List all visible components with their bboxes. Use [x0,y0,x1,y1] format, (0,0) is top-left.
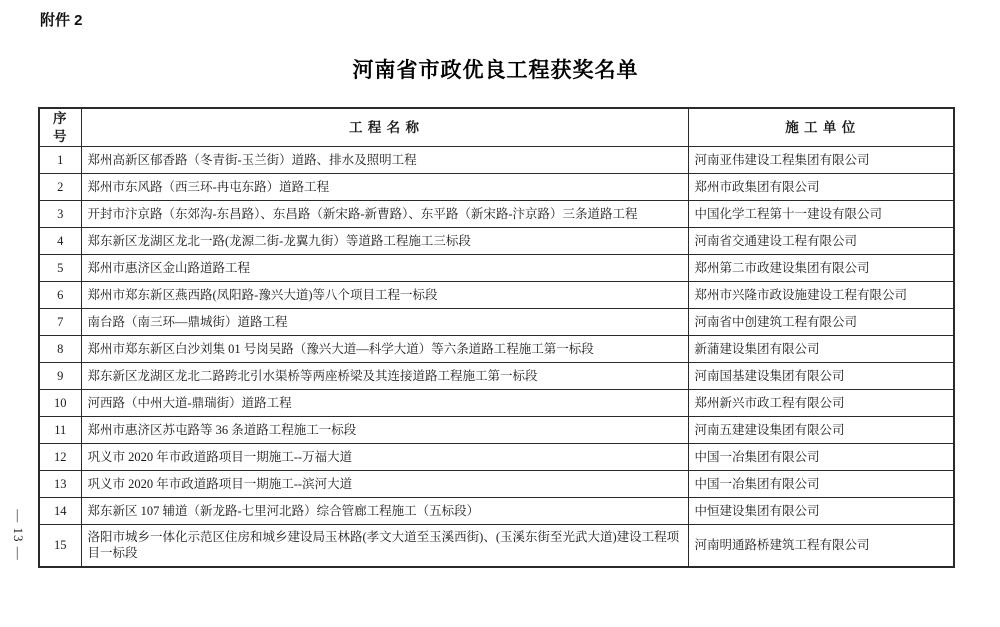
table-row [39,471,954,498]
page-title: 河南省市政优良工程获奖名单 [352,59,639,82]
project-name: 郑州市东风路（西三环-冉屯东路）道路工程 [81,174,688,201]
row-number: 7 [39,309,81,336]
project-name: 郑州市郑东新区白沙刘集 01 号岗吴路（豫兴大道—科学大道）等六条道路工程施工第一标段 [81,336,688,363]
table-row [39,336,954,363]
table-row [39,363,954,390]
construction-company: 河南省交通建设工程有限公司 [688,228,954,255]
construction-company: 河南省中创建筑工程有限公司 [688,309,954,336]
header-company: 施 工 单 位 [688,108,954,147]
construction-company: 河南亚伟建设工程集团有限公司 [688,147,954,174]
row-number: 12 [39,444,81,471]
table-row [39,255,954,282]
project-name: 郑东新区龙湖区龙北二路跨北引水渠桥等两座桥梁及其连接道路工程施工第一标段 [81,363,688,390]
row-number: 5 [39,255,81,282]
attachment-label: 附件 2 [40,12,83,29]
table-row [39,444,954,471]
project-name: 巩义市 2020 年市政道路项目一期施工--万福大道 [81,444,688,471]
construction-company: 中国一冶集团有限公司 [688,471,954,498]
project-name: 郑州市惠济区金山路道路工程 [81,255,688,282]
project-name: 巩义市 2020 年市政道路项目一期施工--滨河大道 [81,471,688,498]
row-number: 11 [39,417,81,444]
table-row [39,174,954,201]
construction-company: 河南明通路桥建筑工程有限公司 [688,525,954,567]
header-project: 工 程 名 称 [81,108,688,147]
table-row [39,390,954,417]
project-name: 郑州市惠济区苏屯路等 36 条道路工程施工一标段 [81,417,688,444]
row-number: 10 [39,390,81,417]
row-number: 2 [39,174,81,201]
awards-table [38,107,955,568]
construction-company: 郑州市政集团有限公司 [688,174,954,201]
row-number: 13 [39,471,81,498]
row-number: 14 [39,498,81,525]
row-number: 8 [39,336,81,363]
project-name: 河西路（中州大道-鼎瑞街）道路工程 [81,390,688,417]
construction-company: 郑州新兴市政工程有限公司 [688,390,954,417]
row-number: 15 [39,525,81,567]
table-row [39,147,954,174]
construction-company: 中国一冶集团有限公司 [688,444,954,471]
row-number: 4 [39,228,81,255]
project-name: 郑东新区龙湖区龙北一路(龙源二街-龙翼九街）等道路工程施工三标段 [81,228,688,255]
project-name: 郑州高新区郁香路（冬青街-玉兰街）道路、排水及照明工程 [81,147,688,174]
row-number: 6 [39,282,81,309]
table-row [39,498,954,525]
table-row [39,201,954,228]
project-name: 南台路（南三环—鼎城街）道路工程 [81,309,688,336]
table-row [39,228,954,255]
table-header-row [39,108,954,147]
table-row [39,309,954,336]
construction-company: 中国化学工程第十一建设有限公司 [688,201,954,228]
row-number: 3 [39,201,81,228]
construction-company: 河南国基建设集团有限公司 [688,363,954,390]
construction-company: 新蒲建设集团有限公司 [688,336,954,363]
project-name: 郑东新区 107 辅道（新龙路-七里河北路）综合管廊工程施工（五标段） [81,498,688,525]
header-no: 序号 [39,108,81,147]
construction-company: 河南五建建设集团有限公司 [688,417,954,444]
construction-company: 郑州市兴隆市政设施建设工程有限公司 [688,282,954,309]
table-row [39,525,954,567]
construction-company: 中恒建设集团有限公司 [688,498,954,525]
row-number: 1 [39,147,81,174]
project-name: 开封市汴京路（东郊沟-东昌路）、东昌路（新宋路-新曹路）、东平路（新宋路-汴京路）三条道路工程 [81,201,688,228]
page-number: — 13 — [11,509,26,561]
project-name: 洛阳市城乡一体化示范区住房和城乡建设局玉林路(孝文大道至玉溪西街)、(玉溪东街至光武大道)建设工程项目一标段 [81,525,688,567]
table-row [39,282,954,309]
construction-company: 郑州第二市政建设集团有限公司 [688,255,954,282]
table-row [39,417,954,444]
row-number: 9 [39,363,81,390]
awards-table-container [38,107,955,568]
project-name: 郑州市郑东新区燕西路(凤阳路-豫兴大道)等八个项目工程一标段 [81,282,688,309]
